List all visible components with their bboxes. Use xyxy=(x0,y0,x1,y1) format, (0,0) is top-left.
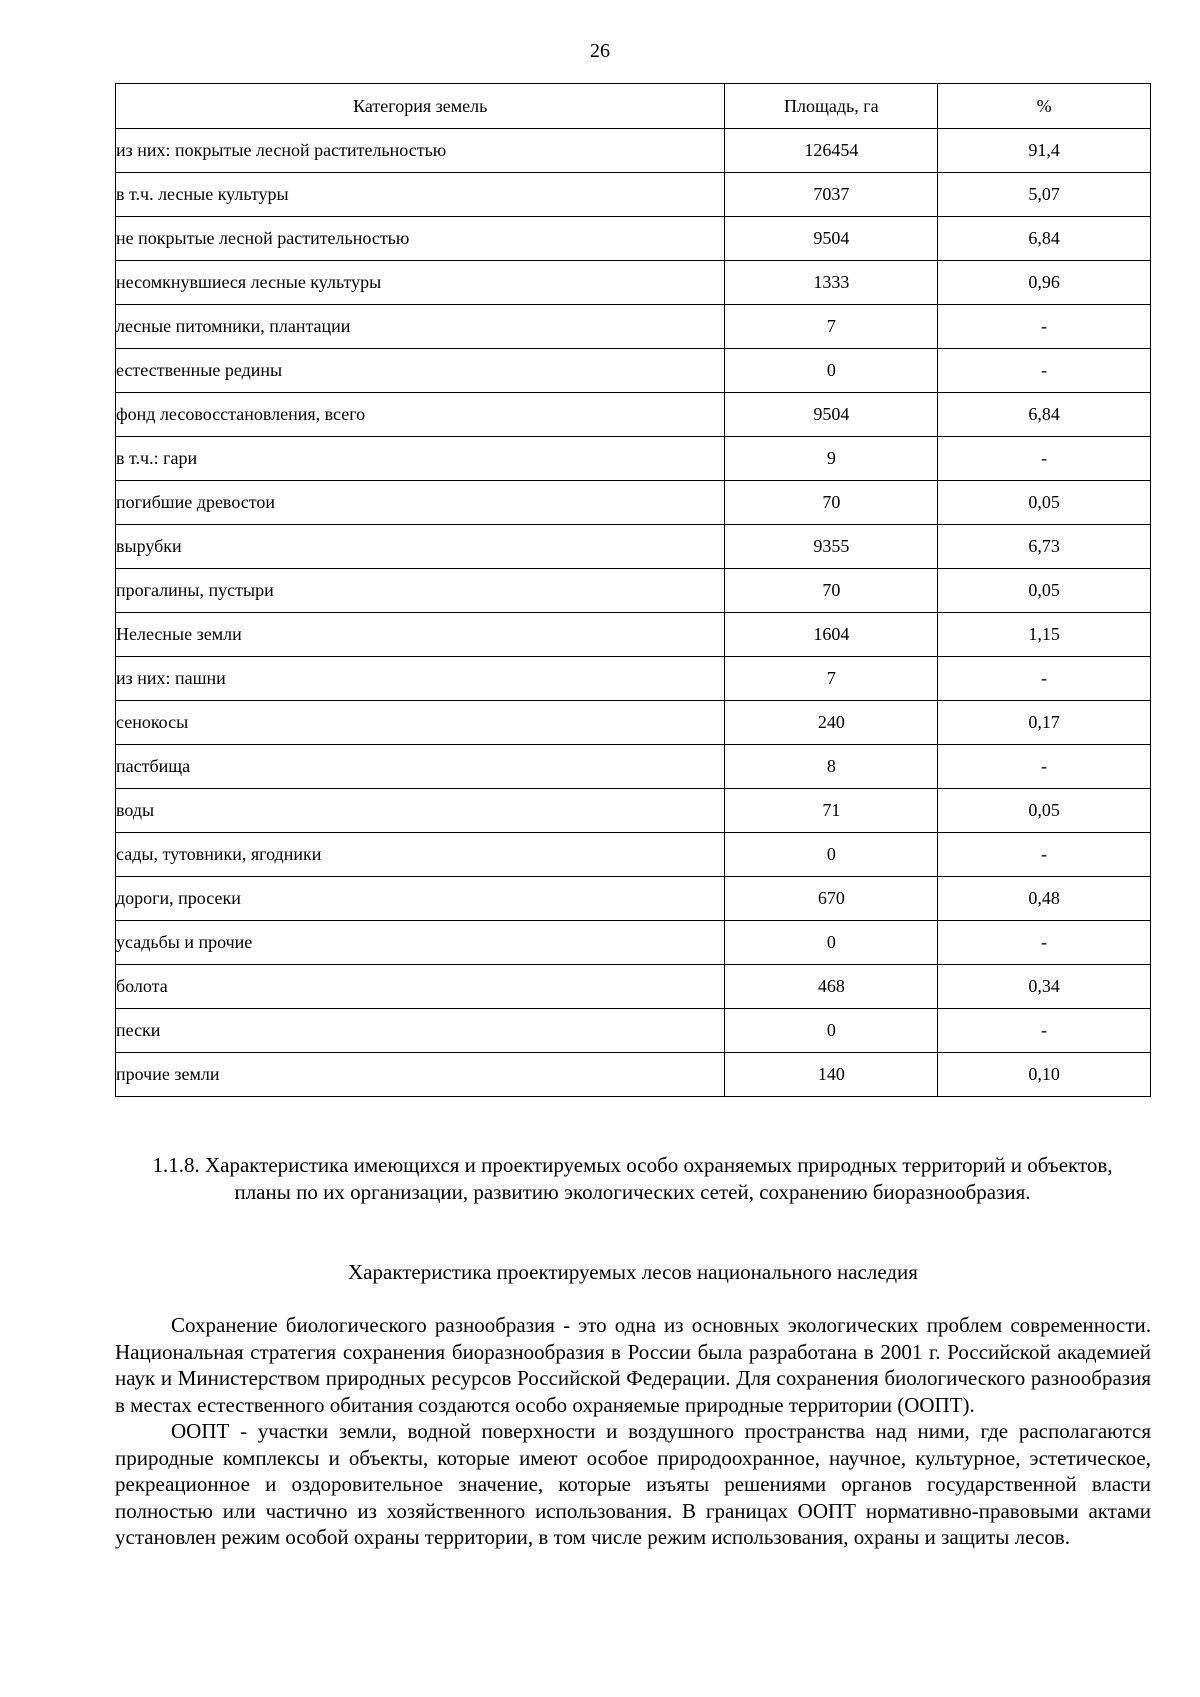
category-cell: Нелесные земли xyxy=(116,613,725,657)
area-cell: 240 xyxy=(725,701,938,745)
percent-cell: - xyxy=(938,745,1151,789)
area-cell: 9504 xyxy=(725,393,938,437)
percent-cell: - xyxy=(938,921,1151,965)
table-row xyxy=(116,877,1151,921)
category-cell: прочие земли xyxy=(116,1053,725,1097)
table-row xyxy=(116,261,1151,305)
area-cell: 670 xyxy=(725,877,938,921)
area-cell: 0 xyxy=(725,349,938,393)
table-row xyxy=(116,789,1151,833)
table-row xyxy=(116,965,1151,1009)
percent-cell: 0,05 xyxy=(938,789,1151,833)
table-header-row xyxy=(116,84,1151,129)
percent-cell: 91,4 xyxy=(938,129,1151,173)
percent-cell: 0,96 xyxy=(938,261,1151,305)
paragraph: ООПТ - участки земли, водной поверхности и воздушного пространства над ними, где располагаются природные комплексы и объекты, которые имеют особое природоохранное, научное, культурное, эстетическое, рекреационное и оздоровительное значение, которые изъяты решениями органов государственной власти полностью или частично из хозяйственного использования. В границах ООПТ нормативно-правовыми актами установлен режим особой охраны территории, в том числе режим использования, охраны и защиты лесов. xyxy=(115,1419,1151,1549)
category-cell: пастбища xyxy=(116,745,725,789)
table-row xyxy=(116,1053,1151,1097)
table-row xyxy=(116,305,1151,349)
column-header-area: Площадь, га xyxy=(725,84,938,129)
table-row xyxy=(116,393,1151,437)
category-cell: пески xyxy=(116,1009,725,1053)
percent-cell: - xyxy=(938,349,1151,393)
percent-cell: - xyxy=(938,305,1151,349)
category-cell: усадьбы и прочие xyxy=(116,921,725,965)
paragraph: Сохранение биологического разнообразия - это одна из основных экологических проблем современности. Национальная стратегия сохранения биоразнообразия в России была разработана в 2001 г. Российской академией наук и Министерством природных ресурсов Российской Федерации. Для сохранения биологического разнообразия в местах естественного обитания создаются особо охраняемые природные территории (ООПТ). xyxy=(115,1313,1151,1417)
table-row xyxy=(116,129,1151,173)
percent-cell: 0,17 xyxy=(938,701,1151,745)
category-cell: фонд лесовосстановления, всего xyxy=(116,393,725,437)
section-heading: 1.1.8. Характеристика имеющихся и проектируемых особо охраняемых природных территорий и объектов, планы по их организации, развитию экологических сетей, сохранению биоразнообразия. xyxy=(152,1153,1113,1204)
percent-cell: - xyxy=(938,833,1151,877)
area-cell: 1604 xyxy=(725,613,938,657)
area-cell: 0 xyxy=(725,1009,938,1053)
category-cell: погибшие древостои xyxy=(116,481,725,525)
table-row xyxy=(116,701,1151,745)
percent-cell: 6,84 xyxy=(938,217,1151,261)
subsection-heading: Характеристика проектируемых лесов национального наследия xyxy=(348,1260,918,1284)
percent-cell: 0,34 xyxy=(938,965,1151,1009)
category-cell: прогалины, пустыри xyxy=(116,569,725,613)
area-cell: 0 xyxy=(725,921,938,965)
column-header-percent: % xyxy=(938,84,1151,129)
table-row xyxy=(116,349,1151,393)
area-cell: 8 xyxy=(725,745,938,789)
land-category-table xyxy=(115,83,1151,1097)
table-row xyxy=(116,569,1151,613)
table-row xyxy=(116,657,1151,701)
category-cell: в т.ч. лесные культуры xyxy=(116,173,725,217)
area-cell: 70 xyxy=(725,481,938,525)
percent-cell: 0,48 xyxy=(938,877,1151,921)
area-cell: 7037 xyxy=(725,173,938,217)
area-cell: 468 xyxy=(725,965,938,1009)
percent-cell: - xyxy=(938,657,1151,701)
table-row xyxy=(116,217,1151,261)
category-cell: естественные редины xyxy=(116,349,725,393)
area-cell: 70 xyxy=(725,569,938,613)
category-cell: из них: покрытые лесной растительностью xyxy=(116,129,725,173)
percent-cell: 6,84 xyxy=(938,393,1151,437)
percent-cell: 1,15 xyxy=(938,613,1151,657)
percent-cell: - xyxy=(938,1009,1151,1053)
percent-cell: 5,07 xyxy=(938,173,1151,217)
category-cell: лесные питомники, плантации xyxy=(116,305,725,349)
category-cell: из них: пашни xyxy=(116,657,725,701)
table-row xyxy=(116,1009,1151,1053)
table-row xyxy=(116,481,1151,525)
percent-cell: - xyxy=(938,437,1151,481)
category-cell: сенокосы xyxy=(116,701,725,745)
category-cell: в т.ч.: гари xyxy=(116,437,725,481)
area-cell: 140 xyxy=(725,1053,938,1097)
category-cell: вырубки xyxy=(116,525,725,569)
area-cell: 9 xyxy=(725,437,938,481)
category-cell: сады, тутовники, ягодники xyxy=(116,833,725,877)
percent-cell: 0,10 xyxy=(938,1053,1151,1097)
area-cell: 1333 xyxy=(725,261,938,305)
category-cell: несомкнувшиеся лесные культуры xyxy=(116,261,725,305)
area-cell: 7 xyxy=(725,657,938,701)
area-cell: 0 xyxy=(725,833,938,877)
table-row xyxy=(116,173,1151,217)
page-number: 26 xyxy=(590,40,610,62)
body-text xyxy=(115,1312,1151,1551)
percent-cell: 0,05 xyxy=(938,569,1151,613)
area-cell: 7 xyxy=(725,305,938,349)
table-row xyxy=(116,921,1151,965)
percent-cell: 0,05 xyxy=(938,481,1151,525)
category-cell: воды xyxy=(116,789,725,833)
area-cell: 71 xyxy=(725,789,938,833)
category-cell: не покрытые лесной растительностью xyxy=(116,217,725,261)
table-row xyxy=(116,833,1151,877)
table-row xyxy=(116,437,1151,481)
table-row xyxy=(116,613,1151,657)
area-cell: 9504 xyxy=(725,217,938,261)
column-header-category: Категория земель xyxy=(116,84,725,129)
table-row xyxy=(116,525,1151,569)
table-row xyxy=(116,745,1151,789)
category-cell: дороги, просеки xyxy=(116,877,725,921)
area-cell: 126454 xyxy=(725,129,938,173)
category-cell: болота xyxy=(116,965,725,1009)
percent-cell: 6,73 xyxy=(938,525,1151,569)
area-cell: 9355 xyxy=(725,525,938,569)
